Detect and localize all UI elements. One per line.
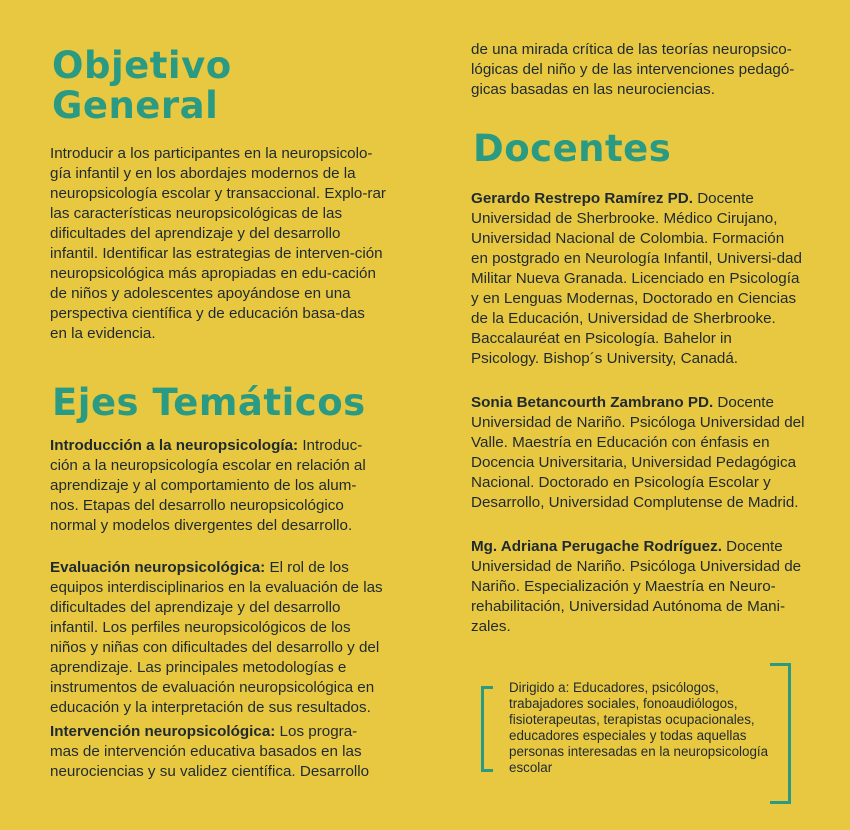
objetivo-title <box>52 46 232 126</box>
docente-name: Sonia Betancourth Zambrano PD. <box>471 394 714 411</box>
eje-item-intervencion <box>50 722 380 782</box>
objetivo-text: Introducir a los participantes en la neuropsicolo-gía infantil y en los abordajes modernos de la neuropsicología escolar y transaccional. Explo-rar las características neuropsicológicas de las dificultades del aprendizaje y del desarrollo infantil. Identificar las estrategias de interven-ción neuropsicológica más apropiadas en edu-cación de niños y adolescentes apoyándose en una perspectiva científica y de educación basa-das en la evidencia. <box>50 145 386 342</box>
eje-item-introduccion <box>50 436 384 536</box>
docente-text: Docente Universidad de Nariño. Psicóloga Universidad de Nariño. Especialización y Maestría en Neuro-rehabilitación, Universidad Autónoma de Mani-zales. <box>471 538 802 635</box>
docente-betancourth <box>471 393 811 513</box>
eje-heading: Intervención neuropsicológica: <box>50 723 276 740</box>
eje-heading: Introducción a la neuropsicología: <box>50 437 299 454</box>
docente-name: Mg. Adriana Perugache Rodríguez. <box>471 538 722 555</box>
ejes-title: Ejes Temáticos <box>52 381 366 424</box>
objetivo-title-line2: General <box>52 84 219 127</box>
docentes-title: Docentes <box>473 127 672 170</box>
eje-text: El rol de los equipos interdisciplinarios en la evaluación de las dificultades del aprendizaje y del desarrollo infantil. Los perfiles neuropsicológicos de los niños y niñas con dificultades del desarrollo y del aprendizaje. Las principales metodologías e instrumentos de evaluación neuropsicológica en educación y la interpretación de sus resultados. <box>50 559 383 716</box>
objetivo-title-line1: Objetivo <box>52 44 232 87</box>
eje-heading: Evaluación neuropsicológica: <box>50 559 266 576</box>
bracket-left-decoration <box>481 686 493 772</box>
docente-restrepo <box>471 189 803 369</box>
docente-perugache <box>471 537 803 637</box>
eje-item-evaluacion <box>50 558 386 718</box>
docente-text: Docente Universidad de Sherbrooke. Médico Cirujano, Universidad Nacional de Colombia. Formación en postgrado en Neurología Infantil, Universi-dad Militar Nueva Granada. Licenciado en Psicología y en Lenguas Modernas, Doctorado en Ciencias de la Educación, Universidad de Sherbrooke. Baccalauréat en Psicología. Bahelor in Psicology. Bishop´s University, Canadá. <box>471 190 802 367</box>
ejes-continuation: de una mirada crítica de las teorías neuropsico-lógicas del niño y de las intervenciones pedagó-gicas basadas en las neurociencias. <box>471 41 795 98</box>
eje-text: Introduc-ción a la neuropsicología escolar en relación al aprendizaje y al comportamiento de los alum-nos. Etapas del desarrollo neuropsicológico normal y modelos divergentes del desarrollo. <box>50 437 366 534</box>
docente-text: Docente Universidad de Nariño. Psicóloga Universidad del Valle. Maestría en Educación con énfasis en Docencia Universitaria, Universidad Pedagógica Nacional. Doctorado en Psicología Escolar y Desarrollo, Universidad Complutense de Madrid. <box>471 394 805 511</box>
dirigido-text: Dirigido a: Educadores, psicólogos, trabajadores sociales, fonoaudiólogos, fisioterapeutas, terapistas ocupacionales, educadores especiales y todas aquellas personas interesadas en la neuropsicología escolar <box>509 680 769 775</box>
eje-text: Los progra-mas de intervención educativa basados en las neurociencias y su validez científica. Desarrollo <box>50 723 370 780</box>
docente-name: Gerardo Restrepo Ramírez PD. <box>471 190 693 207</box>
